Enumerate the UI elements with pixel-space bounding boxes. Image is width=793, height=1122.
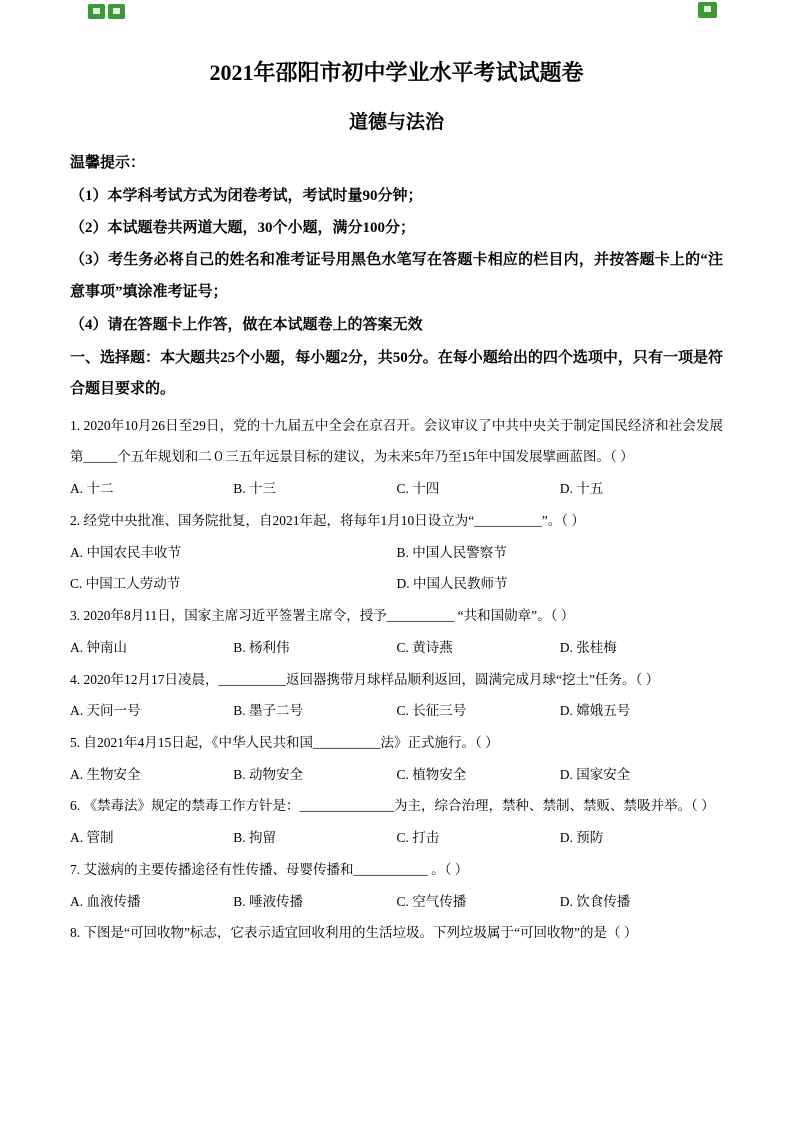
green-marker-icon — [88, 4, 105, 19]
options-row — [70, 537, 723, 569]
question-8 — [70, 917, 723, 949]
option: C. 植物安全 — [396, 766, 467, 782]
option: A. 生物安全 — [70, 766, 141, 782]
option: C. 长征三号 — [396, 703, 467, 719]
question-stem: 3. 2020年8月11日，国家主席习近平签署主席令，授予__________ “共和国勋章”。（ ） — [70, 608, 575, 624]
paper-title: 2021年邵阳市初中学业水平考试试题卷 — [209, 60, 584, 85]
question-5 — [70, 727, 723, 790]
options-row — [70, 568, 723, 600]
notice-list — [70, 180, 723, 341]
options-row — [70, 695, 723, 727]
options-row — [70, 822, 723, 854]
options-row — [70, 759, 723, 791]
question-4 — [70, 664, 723, 727]
option: A. 钟南山 — [70, 639, 127, 655]
options-row — [70, 632, 723, 664]
option: B. 动物安全 — [233, 766, 304, 782]
option: B. 唾液传播 — [233, 893, 304, 909]
option: C. 黄诗燕 — [396, 639, 453, 655]
question-stem: 7. 艾滋病的主要传播途径有性传播、母婴传播和___________ 。（ ） — [70, 861, 469, 877]
option: D. 饮食传播 — [559, 893, 631, 909]
option: D. 嫦娥五号 — [559, 703, 631, 719]
option: D. 十五 — [559, 481, 604, 497]
question-list — [70, 410, 723, 949]
option: A. 天问一号 — [70, 703, 141, 719]
question-1 — [70, 410, 723, 505]
notice-item: （1）本学科考试方式为闭卷考试，考试时量90分钟； — [70, 187, 423, 204]
notice-item: （4）请在答题卡上作答，做在本试题卷上的答案无效 — [70, 316, 423, 333]
option: D. 预防 — [559, 830, 604, 846]
notice-item: （3）考生务必将自己的姓名和准考证号用黑色水笔写在答题卡相应的栏目内，并按答题卡上的“注意事项”填涂准考证号； — [70, 252, 723, 301]
question-stem: 6. 《禁毒法》规定的禁毒工作方针是：______________为主，综合治理，禁种、禁制、禁贩、禁吸并举。（ ） — [70, 798, 715, 814]
option: C. 空气传播 — [396, 893, 467, 909]
option: B. 杨利伟 — [233, 639, 290, 655]
question-stem: 1. 2020年10月26日至29日，党的十九届五中全会在京召开。会议审议了中共中央关于制定国民经济和社会发展第_____个五年规划和二０三五年远景目标的建议，为未来5年乃至15年中国发展擘画蓝图。（ ） — [70, 417, 723, 465]
option: C. 十四 — [396, 481, 440, 497]
options-row — [70, 886, 723, 918]
option: A. 血液传播 — [70, 893, 141, 909]
green-marker-icon — [698, 2, 717, 18]
option: C. 打击 — [396, 830, 440, 846]
option: D. 国家安全 — [559, 766, 631, 782]
question-stem: 2. 经党中央批准、国务院批复，自2021年起，将每年1月10日设立为“__________”。（ ） — [70, 512, 585, 528]
notice-item: （2）本试题卷共两道大题，30个小题，满分100分； — [70, 219, 416, 236]
notice-header: 温馨提示： — [70, 155, 146, 171]
option: A. 管制 — [70, 830, 114, 846]
option: D. 中国人民教师节 — [396, 576, 508, 592]
question-6 — [70, 790, 723, 853]
option: A. 十二 — [70, 481, 114, 497]
option: B. 墨子二号 — [233, 703, 304, 719]
options-row — [70, 473, 723, 505]
question-3 — [70, 600, 723, 663]
option: A. 中国农民丰收节 — [70, 544, 181, 560]
section-header: 一、选择题：本大题共25个小题，每小题2分，共50分。在每小题给出的四个选项中，只有一项是符合题目要求的。 — [70, 349, 723, 398]
question-stem: 5. 自2021年4月15日起，《中华人民共和国__________法》正式施行。（ ） — [70, 734, 499, 750]
paper-subject: 道德与法治 — [348, 112, 444, 133]
option: B. 中国人民警察节 — [396, 544, 507, 560]
green-marker-icon — [108, 4, 125, 19]
option: B. 拘留 — [233, 830, 277, 846]
option: D. 张桂梅 — [559, 639, 617, 655]
option: C. 中国工人劳动节 — [70, 576, 181, 592]
question-2 — [70, 505, 723, 600]
question-stem: 4. 2020年12月17日凌晨，__________返回器携带月球样品顺利返回，圆满完成月球“挖土”任务。（ ） — [70, 671, 660, 687]
question-stem: 8. 下图是“可回收物”标志，它表示适宜回收利用的生活垃圾。下列垃圾属于“可回收物”的是（ ） — [70, 925, 638, 941]
question-7 — [70, 854, 723, 917]
option: B. 十三 — [233, 481, 277, 497]
